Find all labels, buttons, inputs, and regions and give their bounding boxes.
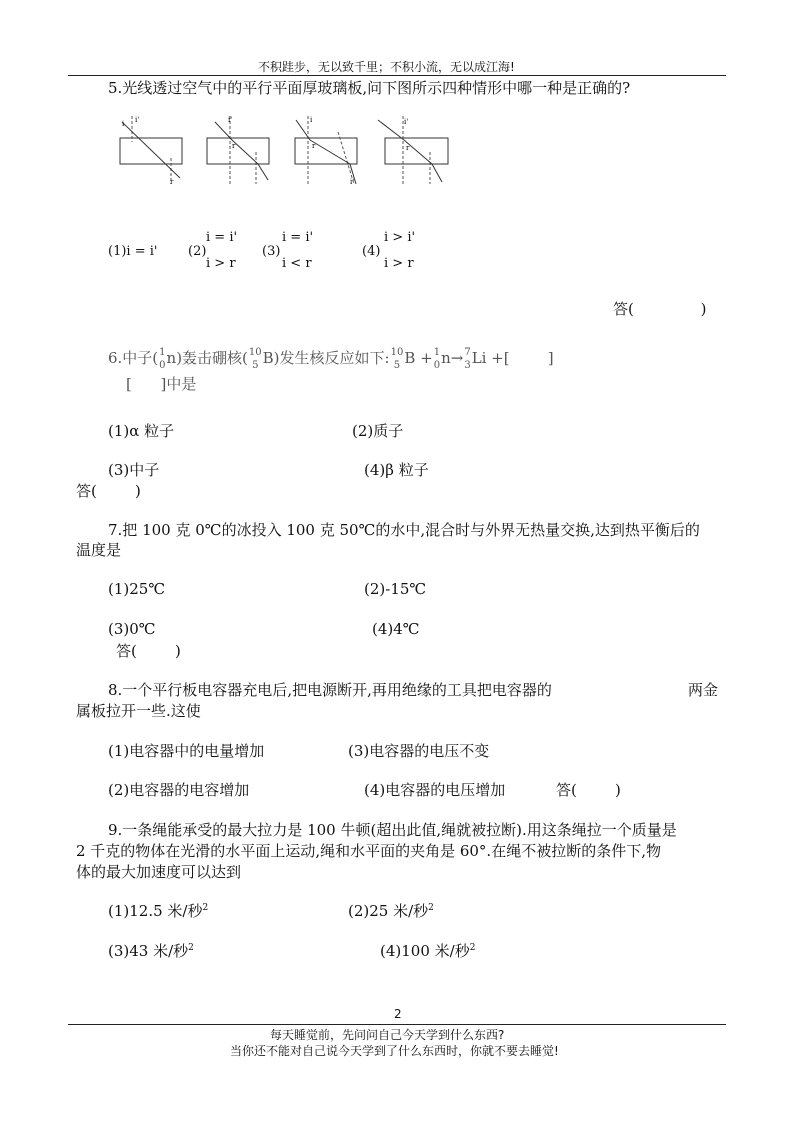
q6-reaction-boron-symbol: B + bbox=[404, 349, 433, 367]
q9-option-4 bbox=[380, 940, 475, 961]
q6-answer: 答( ) bbox=[76, 482, 141, 500]
q5-option-2-top: i = i' bbox=[206, 230, 238, 245]
q9-option-3 bbox=[108, 940, 194, 961]
q5-fig2-label-iprime: i' bbox=[228, 116, 233, 124]
q9-option-3-exponent: 2 bbox=[188, 943, 194, 953]
q6-option-2: (2)质子 bbox=[352, 422, 404, 440]
q6-option-4: (4)β 粒子 bbox=[364, 461, 429, 479]
q6-lithium-symbol: Li +[ ] bbox=[471, 349, 554, 367]
q6-lithium-mass: 7 bbox=[464, 347, 471, 358]
q7-option-4: (4)4℃ bbox=[372, 620, 420, 638]
q9-option-2 bbox=[348, 900, 434, 921]
q6-neutron-mass: 1 bbox=[159, 347, 166, 358]
q5-fig1-label-i: i bbox=[122, 120, 125, 128]
footer-rule bbox=[68, 1024, 726, 1025]
page-number: 2 bbox=[394, 1007, 402, 1021]
q5-option-3-number: (3) bbox=[262, 244, 281, 259]
q5-figure-4 bbox=[378, 116, 448, 184]
q8-option-1: (1)电容器中的电量增加 bbox=[108, 742, 265, 760]
q5-figure-2 bbox=[207, 116, 269, 184]
q5-figure-1 bbox=[120, 116, 182, 186]
q5-answer: 答( ) bbox=[613, 300, 707, 318]
q5-option-3-bottom: i < r bbox=[282, 256, 312, 271]
q6-reaction-neutron-mass: 1 bbox=[433, 347, 441, 358]
q7-line2: 温度是 bbox=[76, 541, 122, 559]
q5-option-2-bottom: i > r bbox=[206, 256, 236, 271]
footer-line1: 每天睡觉前，先问问自己今天学到什么东西? bbox=[270, 1028, 505, 1042]
q5-fig2-label-r: r bbox=[232, 142, 236, 150]
q8-option-2: (2)电容器的电容增加 bbox=[108, 781, 250, 799]
q5-fig4-label-r: r bbox=[406, 144, 410, 152]
q6-line2: [ ]中是 bbox=[126, 375, 197, 393]
q6-lithium-numbers bbox=[464, 346, 470, 372]
q6-reaction-boron-charge: 5 bbox=[393, 360, 401, 371]
q6-reaction-neutron-charge: 0 bbox=[433, 360, 441, 371]
q8-line1b: 两金 bbox=[688, 681, 719, 699]
footer-line2: 当你还不能对自己说今天学到了什么东西时，你就不要去睡觉! bbox=[230, 1044, 559, 1058]
q8-answer: 答( ) bbox=[556, 781, 621, 799]
q6-neutron-charge: 0 bbox=[159, 360, 166, 371]
q9-option-2-text: (2)25 米/秒 bbox=[348, 902, 429, 920]
q5-text: 5.光线透过空气中的平行平面厚玻璃板,问下图所示四种情形中哪一种是正确的? bbox=[108, 79, 631, 97]
q6-option-1: (1)α 粒子 bbox=[108, 422, 175, 440]
q7-option-2: (2)-15℃ bbox=[364, 580, 427, 598]
q9-option-1 bbox=[108, 900, 208, 921]
q5-option-4-bottom: i > r bbox=[384, 256, 414, 271]
q9-option-1-exponent: 2 bbox=[202, 903, 209, 913]
q5-fig1-label-r: r bbox=[170, 178, 174, 186]
q5-option-4-top: i > i' bbox=[384, 230, 416, 245]
q6-neutron-numbers bbox=[159, 346, 165, 372]
q6-lithium-charge: 3 bbox=[464, 360, 471, 371]
q6-option-3: (3)中子 bbox=[108, 461, 160, 479]
q9-line3: 体的最大加速度可以达到 bbox=[76, 863, 242, 881]
q8-option-4: (4)电容器的电压增加 bbox=[364, 781, 506, 799]
q5-figure-3 bbox=[295, 116, 357, 186]
q6-boron-mass: 10 bbox=[248, 347, 262, 358]
q5-fig3-label-i: i bbox=[310, 116, 313, 124]
q5-fig3-label-iprime: i' bbox=[350, 178, 355, 186]
q5-option-4-number: (4) bbox=[362, 244, 381, 259]
q6-reaction-boron-numbers bbox=[391, 346, 404, 372]
q9-option-1-text: (1)12.5 米/秒 bbox=[108, 902, 203, 920]
q6-boron-numbers bbox=[249, 346, 262, 372]
q8-line1a: 8.一个平行板电容器充电后,把电源断开,再用绝缘的工具把电容器的 bbox=[108, 681, 552, 699]
q9-line2: 2 千克的物体在光滑的水平面上运动,绳和水平面的夹角是 60°.在绳不被拉断的条件下,物 bbox=[76, 842, 661, 860]
q8-line2: 属板拉开一些.这使 bbox=[76, 702, 201, 720]
q6-reaction-neutron-numbers bbox=[434, 346, 440, 372]
q6-equation bbox=[108, 346, 554, 372]
q6-neutron-symbol: n)轰击硼核( bbox=[166, 349, 248, 367]
q5-option-2-number: (2) bbox=[188, 244, 207, 259]
q7-option-3: (3)0℃ bbox=[108, 620, 156, 638]
q6-boron-symbol: B)发生核反应如下: bbox=[262, 349, 390, 367]
q7-line1: 7.把 100 克 0℃的冰投入 100 克 50℃的水中,混合时与外界无热量交换,达到热平衡后的 bbox=[108, 521, 700, 539]
q5-fig3-label-r: r bbox=[312, 142, 316, 150]
q6-arrow: → bbox=[450, 349, 464, 367]
q6-reaction-boron-mass: 10 bbox=[390, 347, 404, 358]
q7-option-1: (1)25℃ bbox=[108, 580, 166, 598]
q5-option-3-top: i = i' bbox=[282, 230, 314, 245]
q5-diagram bbox=[110, 112, 460, 192]
q9-option-3-text: (3)43 米/秒 bbox=[108, 942, 189, 960]
q6-boron-charge: 5 bbox=[252, 360, 259, 371]
q7-answer: 答( ) bbox=[116, 642, 181, 660]
q5-fig4-label-iprime: i' bbox=[404, 118, 409, 126]
q6-reaction-neutron-symbol: n bbox=[441, 349, 451, 367]
q9-option-4-exponent: 2 bbox=[469, 943, 476, 953]
q9-option-4-text: (4)100 米/秒 bbox=[380, 942, 470, 960]
q8-option-3: (3)电容器的电压不变 bbox=[348, 742, 490, 760]
header-motto: 不积跬步，无以致千里；不积小流，无以成江海! bbox=[258, 60, 515, 74]
q9-option-2-exponent: 2 bbox=[428, 903, 434, 913]
q5-option-1: (1)i = i' bbox=[108, 244, 158, 259]
q5-fig1-label-iprime: i' bbox=[135, 116, 140, 124]
q9-line1: 9.一条绳能承受的最大拉力是 100 牛顿(超出此值,绳就被拉断).用这条绳拉一个质量是 bbox=[108, 821, 677, 839]
q6-prefix: 6.中子( bbox=[108, 349, 159, 367]
